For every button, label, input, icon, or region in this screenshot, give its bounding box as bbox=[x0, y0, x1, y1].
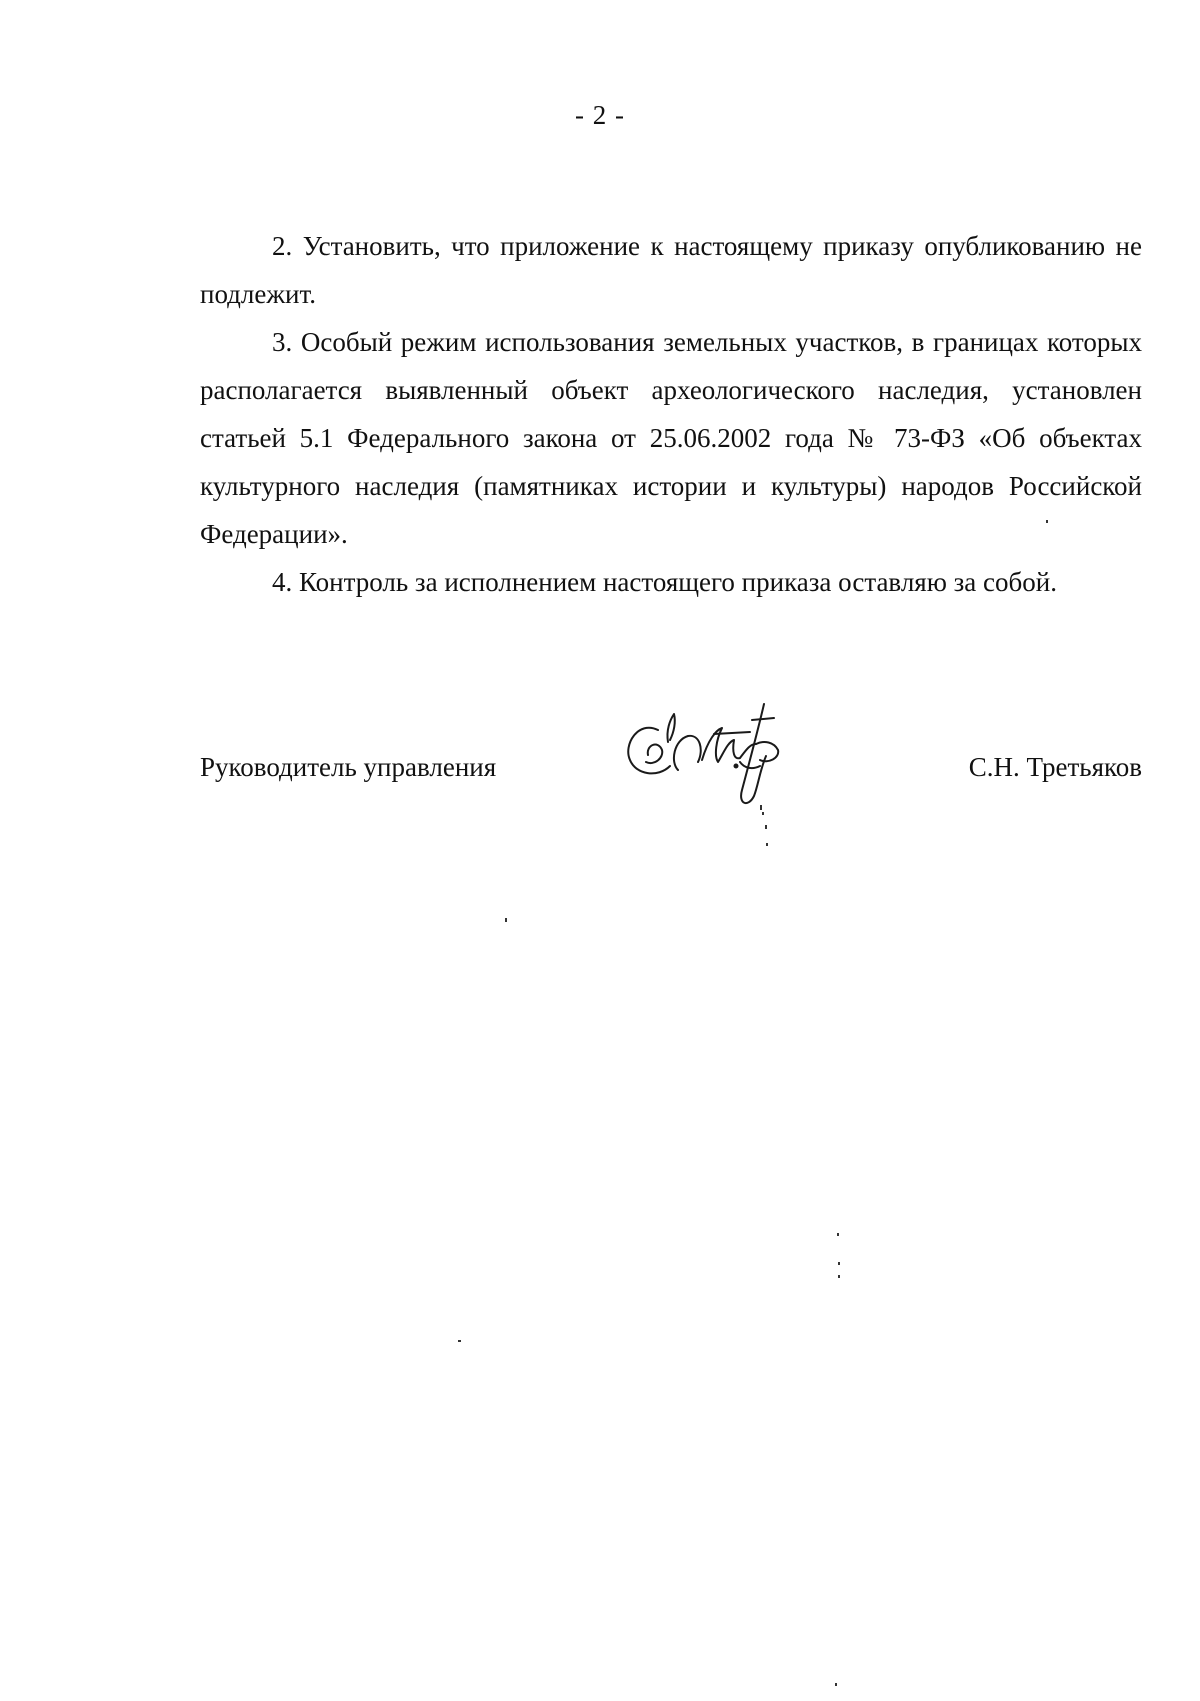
paragraph-4: 4. Контроль за исполнением настоящего приказа оставляю за собой. bbox=[272, 567, 1057, 597]
signer-position: Руководитель управления bbox=[200, 752, 497, 782]
paragraph-3: 3. Особый режим использования земельных участков, в границах которых располагается выявленный объект археологического наследия, установлен статьей 5.1 Федерального закона от 25.06.2002 года № 73-ФЗ «Об объектах культурного наследия (памятниках истории и культуры) народов Российской Федерации». bbox=[200, 327, 1142, 549]
document-body bbox=[200, 222, 1142, 606]
handwritten-signature bbox=[618, 700, 858, 850]
paragraph-2: 2. Установить, что приложение к настоящему приказу опубликованию не подлежит. bbox=[200, 231, 1142, 309]
signer-name: С.Н. Третьяков bbox=[968, 752, 1142, 782]
page-number: - 2 - bbox=[575, 100, 625, 130]
